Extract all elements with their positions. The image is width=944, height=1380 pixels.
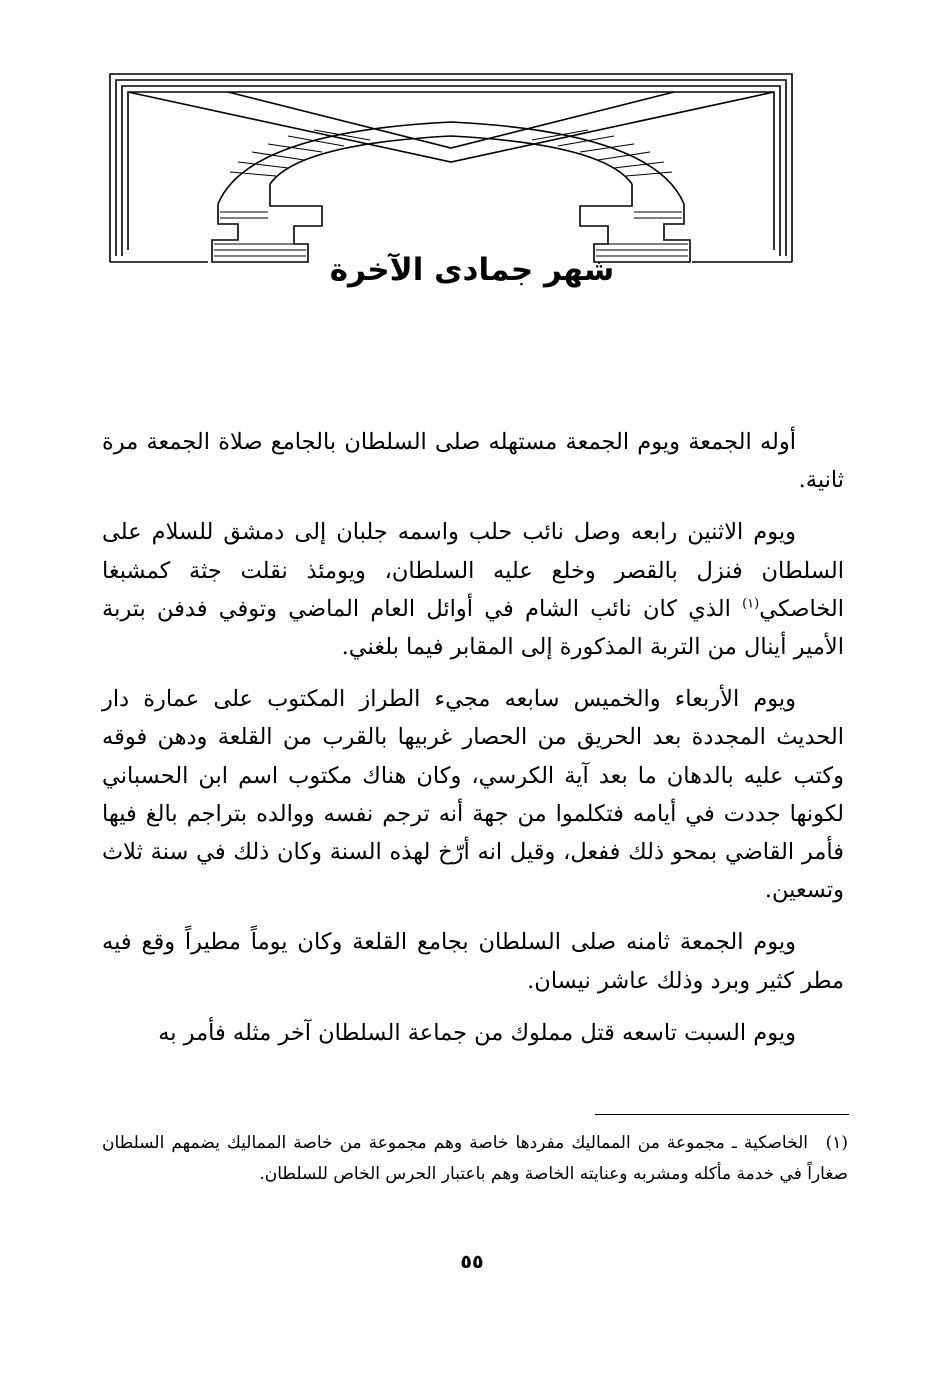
paragraph-1: أوله الجمعة ويوم الجمعة مستهله صلى السلطان بالجامع صلاة الجمعة مرة ثانية. bbox=[102, 429, 844, 494]
paragraph-2-after: الذي كان نائب الشام في أوائل العام الماضي وتوفي فدفن بتربة الأمير أينال من التربة المذكورة إلى المقابر فيما بلغني. bbox=[102, 595, 844, 661]
page-number: ٥٥ bbox=[460, 1251, 484, 1273]
paragraph-4: ويوم الجمعة ثامنه صلى السلطان بجامع القلعة وكان يوماً مطيراً وقع فيه مطر كثير وبرد وذلك عاشر نيسان. bbox=[102, 929, 844, 994]
footnote-reference: (١) bbox=[742, 596, 760, 612]
paragraph-2 bbox=[102, 513, 844, 666]
footnote-marker: (١) bbox=[825, 1133, 848, 1153]
paragraph-5: ويوم السبت تاسعه قتل مملوك من جماعة السلطان آخر مثله فأمر به bbox=[158, 1019, 796, 1046]
paragraph-3: ويوم الأربعاء والخميس سابعه مجيء الطراز المكتوب على عمارة دار الحديث المجددة بعد الحريق من الحصار غربيها بالقرب من القلعة ودهن فوقه وكتب عليه بالدهان ما بعد آية الكرسي، وكان هناك مكتوب اسم ابن الحسباني لكونها جددت في أيامه فتكلموا من جهة أنه ترجم نفسه ووالده بتراجم بالغ فيها فأمر القاضي بمحو ذلك ففعل، وقيل انه أرّخ لهذه السنة وكان ذلك في سنة ثلاث وتسعين. bbox=[102, 686, 844, 904]
footnote bbox=[102, 1128, 848, 1190]
body-text bbox=[102, 423, 844, 1066]
footnote-separator bbox=[595, 1114, 849, 1115]
chapter-header-ornament bbox=[108, 72, 794, 268]
chapter-title: شهر جمادى الآخرة bbox=[329, 252, 615, 288]
paragraph-2-before: ويوم الاثنين رابعه وصل نائب حلب واسمه جلبان إلى دمشق للسلام على السلطان فنزل بالقصر وخلع عليه السلطان، ويومئذ نقلت جثة كمشبغا الخاصكي bbox=[102, 519, 844, 622]
footnote-text: الخاصكية ـ مجموعة من المماليك مفردها خاصة وهم مجموعة من خاصة المماليك يضمهم السلطان صغاراً في خدمة مأكله ومشربه وعنايته الخاصة وهم باعتبار الحرس الخاص للسلطان. bbox=[102, 1133, 848, 1184]
